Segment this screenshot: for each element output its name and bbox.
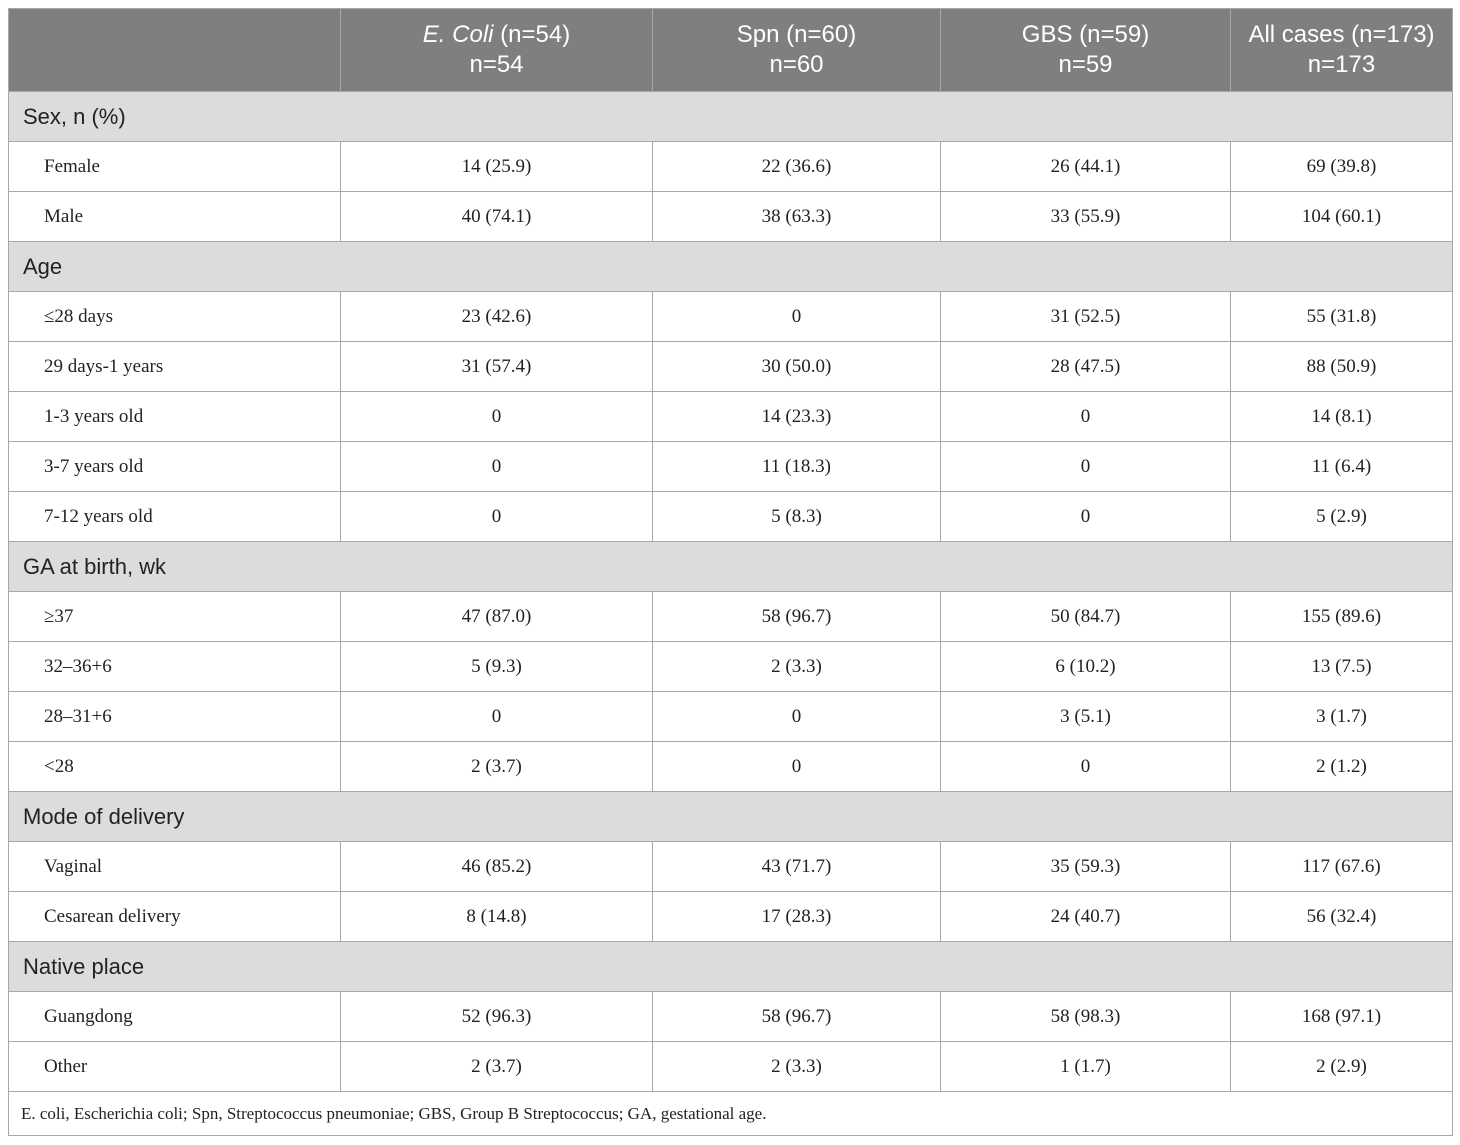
cell-spn: 0 — [653, 742, 941, 792]
cell-spn: 0 — [653, 692, 941, 742]
header-all-rest: All cases (n=173) — [1248, 21, 1435, 48]
cell-ecoli: 31 (57.4) — [341, 342, 653, 392]
cell-spn: 17 (28.3) — [653, 892, 941, 942]
row-label: ≤28 days — [9, 292, 341, 342]
section-title: Mode of delivery — [9, 792, 1453, 842]
cell-gbs: 1 (1.7) — [941, 1042, 1231, 1092]
section-title: Age — [9, 242, 1453, 292]
cell-ecoli: 5 (9.3) — [341, 642, 653, 692]
table-row — [9, 492, 1453, 542]
table-row — [9, 892, 1453, 942]
cell-spn: 38 (63.3) — [653, 192, 941, 242]
cell-all: 13 (7.5) — [1231, 642, 1453, 692]
cell-ecoli: 2 (3.7) — [341, 742, 653, 792]
cell-all: 56 (32.4) — [1231, 892, 1453, 942]
cell-ecoli: 40 (74.1) — [341, 192, 653, 242]
cell-ecoli: 52 (96.3) — [341, 992, 653, 1042]
cell-all: 104 (60.1) — [1231, 192, 1453, 242]
section-title: Native place — [9, 942, 1453, 992]
header-row — [9, 9, 1453, 92]
cell-ecoli: 2 (3.7) — [341, 1042, 653, 1092]
table-row — [9, 442, 1453, 492]
row-label: Other — [9, 1042, 341, 1092]
characteristics-table — [8, 8, 1453, 1136]
row-label: 3-7 years old — [9, 442, 341, 492]
cell-spn: 0 — [653, 292, 941, 342]
cell-gbs: 31 (52.5) — [941, 292, 1231, 342]
section-title: Sex, n (%) — [9, 92, 1453, 142]
cell-ecoli: 23 (42.6) — [341, 292, 653, 342]
cell-all: 2 (2.9) — [1231, 1042, 1453, 1092]
cell-all: 88 (50.9) — [1231, 342, 1453, 392]
cell-all: 5 (2.9) — [1231, 492, 1453, 542]
table-footnote: E. coli, Escherichia coli; Spn, Streptococcus pneumoniae; GBS, Group B Streptococcus; GA, gestational age. — [9, 1092, 1453, 1136]
row-label: 7-12 years old — [9, 492, 341, 542]
cell-ecoli: 0 — [341, 692, 653, 742]
cell-gbs: 50 (84.7) — [941, 592, 1231, 642]
section-header-row — [9, 92, 1453, 142]
cell-spn: 2 (3.3) — [653, 1042, 941, 1092]
table-row — [9, 342, 1453, 392]
cell-gbs: 6 (10.2) — [941, 642, 1231, 692]
cell-ecoli: 0 — [341, 392, 653, 442]
cell-ecoli: 46 (85.2) — [341, 842, 653, 892]
cell-spn: 22 (36.6) — [653, 142, 941, 192]
header-all-n: n=173 — [1307, 51, 1376, 78]
cell-all: 2 (1.2) — [1231, 742, 1453, 792]
cell-gbs: 24 (40.7) — [941, 892, 1231, 942]
cell-gbs: 0 — [941, 742, 1231, 792]
header-spn — [653, 9, 941, 92]
cell-ecoli: 0 — [341, 442, 653, 492]
row-label: 32–36+6 — [9, 642, 341, 692]
row-label: Female — [9, 142, 341, 192]
row-label: 1-3 years old — [9, 392, 341, 442]
row-label: Guangdong — [9, 992, 341, 1042]
cell-gbs: 26 (44.1) — [941, 142, 1231, 192]
row-label: 29 days-1 years — [9, 342, 341, 392]
cell-all: 14 (8.1) — [1231, 392, 1453, 442]
cell-gbs: 35 (59.3) — [941, 842, 1231, 892]
section-header-row — [9, 792, 1453, 842]
cell-all: 3 (1.7) — [1231, 692, 1453, 742]
cell-all: 155 (89.6) — [1231, 592, 1453, 642]
footnote-row — [9, 1092, 1453, 1136]
header-ecoli-n: n=54 — [469, 51, 524, 78]
header-all-cases — [1231, 9, 1453, 92]
cell-all: 168 (97.1) — [1231, 992, 1453, 1042]
cell-gbs: 0 — [941, 442, 1231, 492]
cell-ecoli: 8 (14.8) — [341, 892, 653, 942]
cell-all: 11 (6.4) — [1231, 442, 1453, 492]
cell-spn: 2 (3.3) — [653, 642, 941, 692]
cell-all: 69 (39.8) — [1231, 142, 1453, 192]
cell-all: 117 (67.6) — [1231, 842, 1453, 892]
header-spn-rest: Spn (n=60) — [736, 21, 857, 48]
cell-spn: 58 (96.7) — [653, 592, 941, 642]
header-gbs-rest: GBS (n=59) — [1021, 21, 1150, 48]
section-header-row — [9, 942, 1453, 992]
cell-spn: 43 (71.7) — [653, 842, 941, 892]
row-label: <28 — [9, 742, 341, 792]
section-header-row — [9, 542, 1453, 592]
cell-spn: 30 (50.0) — [653, 342, 941, 392]
header-gbs-n: n=59 — [1058, 51, 1113, 78]
section-header-row — [9, 242, 1453, 292]
table-row — [9, 392, 1453, 442]
cell-spn: 14 (23.3) — [653, 392, 941, 442]
header-ecoli-rest: (n=54) — [493, 21, 571, 48]
cell-spn: 5 (8.3) — [653, 492, 941, 542]
cell-all: 55 (31.8) — [1231, 292, 1453, 342]
cell-gbs: 33 (55.9) — [941, 192, 1231, 242]
cell-gbs: 28 (47.5) — [941, 342, 1231, 392]
header-gbs — [941, 9, 1231, 92]
row-label: Cesarean delivery — [9, 892, 341, 942]
cell-gbs: 0 — [941, 492, 1231, 542]
cell-gbs: 3 (5.1) — [941, 692, 1231, 742]
row-label: Male — [9, 192, 341, 242]
table-row — [9, 192, 1453, 242]
cell-gbs: 0 — [941, 392, 1231, 442]
row-label: ≥37 — [9, 592, 341, 642]
cell-spn: 58 (96.7) — [653, 992, 941, 1042]
table-row — [9, 642, 1453, 692]
table-row — [9, 142, 1453, 192]
table-row — [9, 992, 1453, 1042]
header-ecoli-italic: E. Coli — [422, 21, 494, 48]
cell-gbs: 58 (98.3) — [941, 992, 1231, 1042]
header-spn-n: n=60 — [769, 51, 824, 78]
section-title: GA at birth, wk — [9, 542, 1453, 592]
table-body — [9, 92, 1453, 1136]
table-row — [9, 1042, 1453, 1092]
table-row — [9, 692, 1453, 742]
cell-spn: 11 (18.3) — [653, 442, 941, 492]
header-ecoli — [341, 9, 653, 92]
table-row — [9, 842, 1453, 892]
cell-ecoli: 14 (25.9) — [341, 142, 653, 192]
table-row — [9, 592, 1453, 642]
table-row — [9, 742, 1453, 792]
row-label: Vaginal — [9, 842, 341, 892]
cell-ecoli: 47 (87.0) — [341, 592, 653, 642]
table-row — [9, 292, 1453, 342]
header-blank-cell — [9, 9, 341, 92]
row-label: 28–31+6 — [9, 692, 341, 742]
cell-ecoli: 0 — [341, 492, 653, 542]
